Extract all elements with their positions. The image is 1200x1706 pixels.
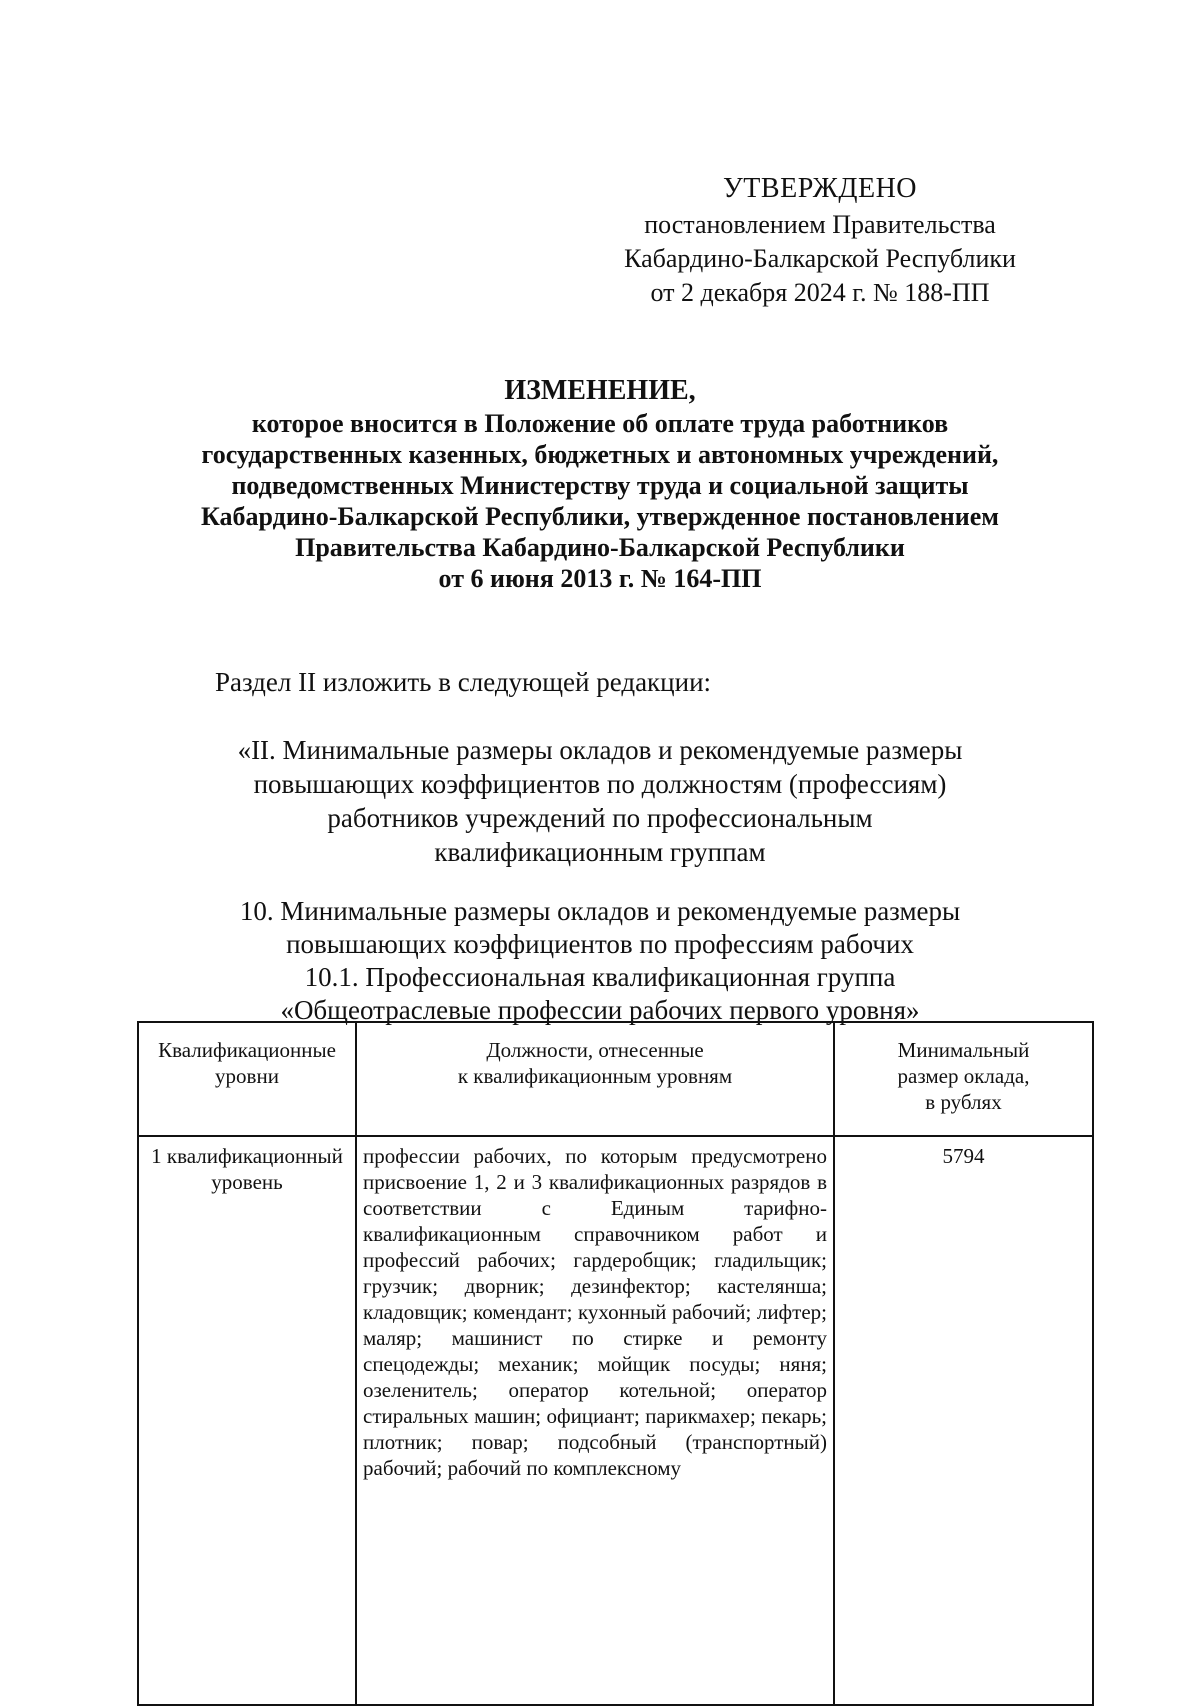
subsection-line-2: повышающих коэффициентов по профессиям рабочих [286,929,914,959]
header-col1-line1: Квалификационные [158,1038,336,1062]
section-heading [150,733,1050,869]
header-col3-line2: размер оклада, [897,1064,1030,1088]
title-line-3: подведомственных Министерству труда и социальной защиты [231,471,969,500]
subsection-line-1: 10. Минимальные размеры окладов и рекомендуемые размеры [239,896,961,926]
subsection-heading [150,895,1050,1027]
cell-min-salary: 5794 [834,1136,1093,1705]
subsection-line-4: «Общеотраслевые профессии рабочих первого уровня» [280,995,920,1025]
cell-qualification-level [138,1136,356,1705]
salary-table [137,1021,1094,1706]
approval-heading: УТВЕРЖДЕНО [722,173,918,204]
level-line1: 1 квалификационный [151,1144,343,1168]
header-col2-line2: к квалификационным уровням [457,1064,733,1088]
header-min-salary [834,1022,1093,1136]
section-line-2: повышающих коэффициентов по должностям (профессиям) [253,769,947,799]
approval-line-2: Кабардино-Балкарской Республики [624,244,1016,273]
approval-stamp [560,172,1080,310]
section-line-3: работников учреждений по профессиональным [327,803,873,833]
document-title [120,375,1080,594]
header-col3-line3: в рублях [925,1090,1002,1114]
subsection-line-3: 10.1. Профессиональная квалификационная группа [304,962,896,992]
header-qualification-levels [138,1022,356,1136]
title-line-6: от 6 июня 2013 г. № 164-ПП [438,564,762,593]
table-row [138,1136,1093,1705]
cell-positions: профессии рабочих, по которым предусмотрено присвоение 1, 2 и 3 квалификационных разрядов в соответствии с Единым тарифно-квалификационным справочником работ и профессий рабочих; гардеробщик; гладильщик; грузчик; дворник; дезинфектор; кастелянша; кладовщик; комендант; кухонный рабочий; лифтер; маляр; машинист по стирке и ремонту спецодежды; механик; мойщик посуды; няня; озеленитель; оператор котельной; оператор стиральных машин; официант; парикмахер; пекарь; плотник; повар; подсобный (транспортный) рабочий; рабочий по комплексному [356,1136,834,1705]
header-col1-line2: уровни [215,1064,279,1088]
title-line-4: Кабардино-Балкарской Республики, утвержденное постановлением [201,502,999,531]
intro-paragraph: Раздел II изложить в следующей редакции: [215,667,712,697]
header-positions [356,1022,834,1136]
title-main: ИЗМЕНЕНИЕ, [504,375,696,406]
title-line-2: государственных казенных, бюджетных и автономных учреждений, [201,440,999,469]
approval-line-3: от 2 декабря 2024 г. № 188-ПП [650,278,990,307]
section-line-1: «II. Минимальные размеры окладов и рекомендуемые размеры [237,735,963,765]
title-line-5: Правительства Кабардино-Балкарской Республики [295,533,905,562]
header-col3-line1: Минимальный [897,1038,1030,1062]
table-header-row [138,1022,1093,1136]
section-line-4: квалификационным группам [434,837,766,867]
level-line2: уровень [211,1170,283,1194]
header-col2-line1: Должности, отнесенные [486,1038,704,1062]
approval-line-1: постановлением Правительства [644,210,996,239]
title-line-1: которое вносится в Положение об оплате труда работников [251,409,949,438]
